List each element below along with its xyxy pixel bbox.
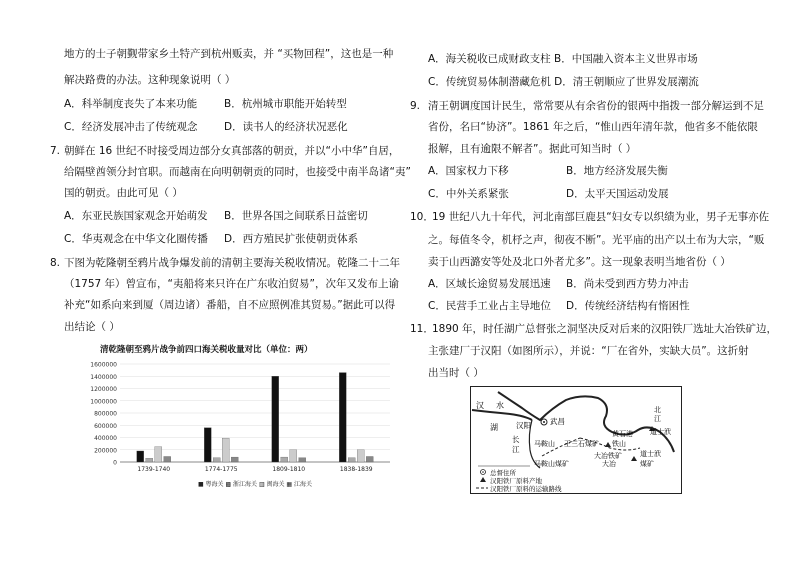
q8-stem-line1: 下图为乾隆朝至鸦片战争爆发前的清朝主要海关税收情况。乾隆二十二年: [64, 257, 400, 269]
q7-number: 7.: [50, 145, 61, 157]
q6-option-c: C．经济发展冲击了传统观念: [64, 121, 198, 133]
y-tick-label: 400000: [94, 435, 117, 442]
q9-number: 9.: [410, 100, 421, 112]
y-tick-label: 1600000: [90, 361, 117, 369]
map-label-shui: 水: [496, 401, 504, 410]
q10-option-a: A．区域长途贸易发展迅速: [428, 278, 551, 290]
q9-option-c: C．中外关系紧张: [428, 188, 509, 200]
q10-option-c: C．民营手工业占主导地位: [428, 300, 551, 312]
bar: [299, 458, 306, 462]
y-tick-label: 1200000: [90, 386, 117, 393]
map-legend-source: 汉阳铁厂原料产地: [490, 477, 542, 485]
q11-stem-line1: 1890 年，时任湖广总督张之洞坚决反对后来的汉阳铁厂选址大冶铁矿边，: [432, 323, 778, 335]
q8-number: 8.: [50, 257, 61, 269]
bar: [366, 456, 373, 462]
map-label-coalmine: 煤矿: [640, 460, 654, 468]
q7-stem-line3: 国的朝贡。由此可见（ ）: [64, 187, 183, 199]
x-tick-label: 1809-1810: [272, 466, 306, 473]
q9-option-a: A．国家权力下移: [428, 165, 509, 177]
bar: [231, 457, 238, 462]
map-label-hanyang: 汉阳: [516, 421, 531, 430]
q9-option-d: D．太平天国运动发展: [566, 188, 669, 200]
bar: [272, 376, 279, 462]
bar: [290, 450, 297, 462]
q11-stem-line3: 出当时（ ）: [428, 367, 484, 379]
y-tick-label: 200000: [94, 447, 117, 455]
chart-title: 清乾隆朝至鸦片战争前四口海关税收量对比（单位：两）: [100, 345, 313, 355]
map-label-jiang: 江: [512, 445, 520, 454]
map-label-han: 汉: [476, 401, 484, 410]
chart-legend: ■ 粤海关 ▩ 浙江海关 ▥ 闽海关 ▦ 江海关: [197, 481, 313, 488]
q7-stem-line2: 给隔壁酋领分封官职。而越南在向明朝朝贡的同时，也接受中南半岛诸“夷”: [64, 166, 411, 178]
bar: [339, 373, 346, 462]
bar: [155, 447, 162, 462]
y-tick-label: 800000: [94, 410, 117, 418]
map-label-daoshi: 道士洑: [650, 428, 671, 436]
q9-stem-line3: 报解，且有逾限不解者”。据此可知当时（ ）: [428, 143, 637, 155]
map-label-maanshan: 马鞍山: [534, 440, 555, 448]
x-tick-label: 1774-1775: [204, 466, 238, 473]
map-label-hu: 湖: [490, 423, 498, 432]
map-label-tieshan: 铁山: [612, 440, 626, 448]
q10-option-b: B．尚未受到西方势力冲击: [566, 278, 689, 290]
bar: [357, 450, 364, 462]
q8-stem-line3: 补充“如系向来到厦（周边诸）番船，自不应照例准其贸易。”据此可以得: [64, 299, 396, 311]
map-label-daye2: 大冶: [602, 460, 616, 468]
map-label-jiang2: 江: [654, 415, 661, 423]
q10-stem-line1: 19 世纪八九十年代，河北南部巨鹿县“妇女专以织绩为业，男子无事亦佐: [432, 211, 770, 223]
q10-stem-line3: 卖于山西潞安等处及北口外者尤多”。这一现象表明当地省份（ ）: [428, 256, 731, 268]
customs-revenue-bar-chart: [60, 350, 400, 495]
q8-stem-line2: （1757 年）曾宣布，“夷船将来只许在广东收泊贸易”，次年又发布上谕: [64, 278, 399, 290]
map-label-chang: 长: [512, 435, 520, 444]
x-tick-label: 1739-1740: [137, 466, 171, 473]
y-tick-label: 1000000: [90, 398, 117, 406]
q9-option-b: B．地方经济发展失衡: [566, 165, 668, 177]
map-label-beijiang: 北: [654, 406, 661, 414]
q8-option-cd: C．传统贸易体制潜藏危机 D．清王朝顺应了世界发展潮流: [428, 76, 699, 88]
q7-stem-line1: 朝鲜在 16 世纪不时接受周边部分女真部落的朝贡，并以“小中华”自居，: [64, 145, 400, 157]
q11-stem-line2: 主张建厂于汉阳（如图所示），并说：“厂在省外，实缺大员”。这折射: [428, 345, 749, 357]
map-label-wangsanshi: 王三石煤矿: [564, 440, 599, 448]
q10-stem-line2: 之。每值冬令，机杼之声，彻夜不断”。光平庙的出产以土布为大宗，“贩: [428, 234, 765, 246]
q8-stem-line4: 出结论（ ）: [64, 321, 120, 333]
map-legend-route: 汉阳铁厂原料的运输路线: [490, 485, 562, 493]
q6-option-a: A．科举制度丧失了本来功能: [64, 98, 198, 110]
q6-option-d: D．读书人的经济状况恶化: [224, 121, 348, 133]
bar: [146, 458, 153, 462]
q6-stem-line1: 地方的士子朝觐带家乡土特产到杭州贩卖，并 “买物回程”，这也是一种: [64, 48, 394, 60]
q8-option-ab: A．海关税收已成财政支柱 B．中国融入资本主义世界市场: [428, 53, 698, 65]
q7-option-c: C．华夷观念在中华文化圈传播: [64, 233, 208, 245]
map-legend-residence: 总督住所: [490, 469, 516, 477]
q9-stem-line2: 省份，名曰“协济”。1861 年之后，“惟山西年清年款，他省多不能依限: [428, 121, 758, 133]
q10-option-d: D．传统经济结构有惰困性: [566, 300, 690, 312]
q6-option-b: B．杭州城市职能开始转型: [224, 98, 347, 110]
bar: [281, 457, 288, 462]
bar: [204, 428, 211, 462]
map-label-daye: 大冶铁矿: [594, 452, 622, 460]
hanyang-ironworks-map: [470, 386, 682, 494]
map-label-wuchang: 武昌: [550, 417, 565, 426]
map-label-maanshanmk: 马鞍山煤矿: [534, 460, 569, 468]
q11-number: 11．: [410, 323, 434, 335]
q7-option-d: D．西方殖民扩张使朝贡体系: [224, 233, 359, 245]
bar: [137, 451, 144, 462]
q7-option-b: B．世界各国之间联系日益密切: [224, 210, 368, 222]
bar: [164, 456, 171, 462]
y-tick-label: 600000: [94, 422, 117, 430]
q9-stem-line1: 清王朝调度国计民生，常常要从有余省份的银两中指拨一部分解运到不足: [428, 100, 764, 112]
bar: [222, 438, 229, 462]
map-label-daoshi2: 道士洑: [640, 450, 661, 458]
y-tick-label: 0: [113, 459, 117, 467]
bar: [348, 458, 355, 462]
q10-number: 10．: [410, 211, 434, 223]
bar: [213, 458, 220, 462]
map-label-huangshi: 黄石港: [612, 430, 633, 438]
y-tick-label: 1400000: [90, 373, 117, 381]
q6-stem-line2: 解决路费的办法。这种现象说明（ ）: [64, 74, 236, 86]
q7-option-a: A．东亚民族国家观念开始萌发: [64, 210, 208, 222]
x-tick-label: 1838-1839: [339, 466, 373, 473]
